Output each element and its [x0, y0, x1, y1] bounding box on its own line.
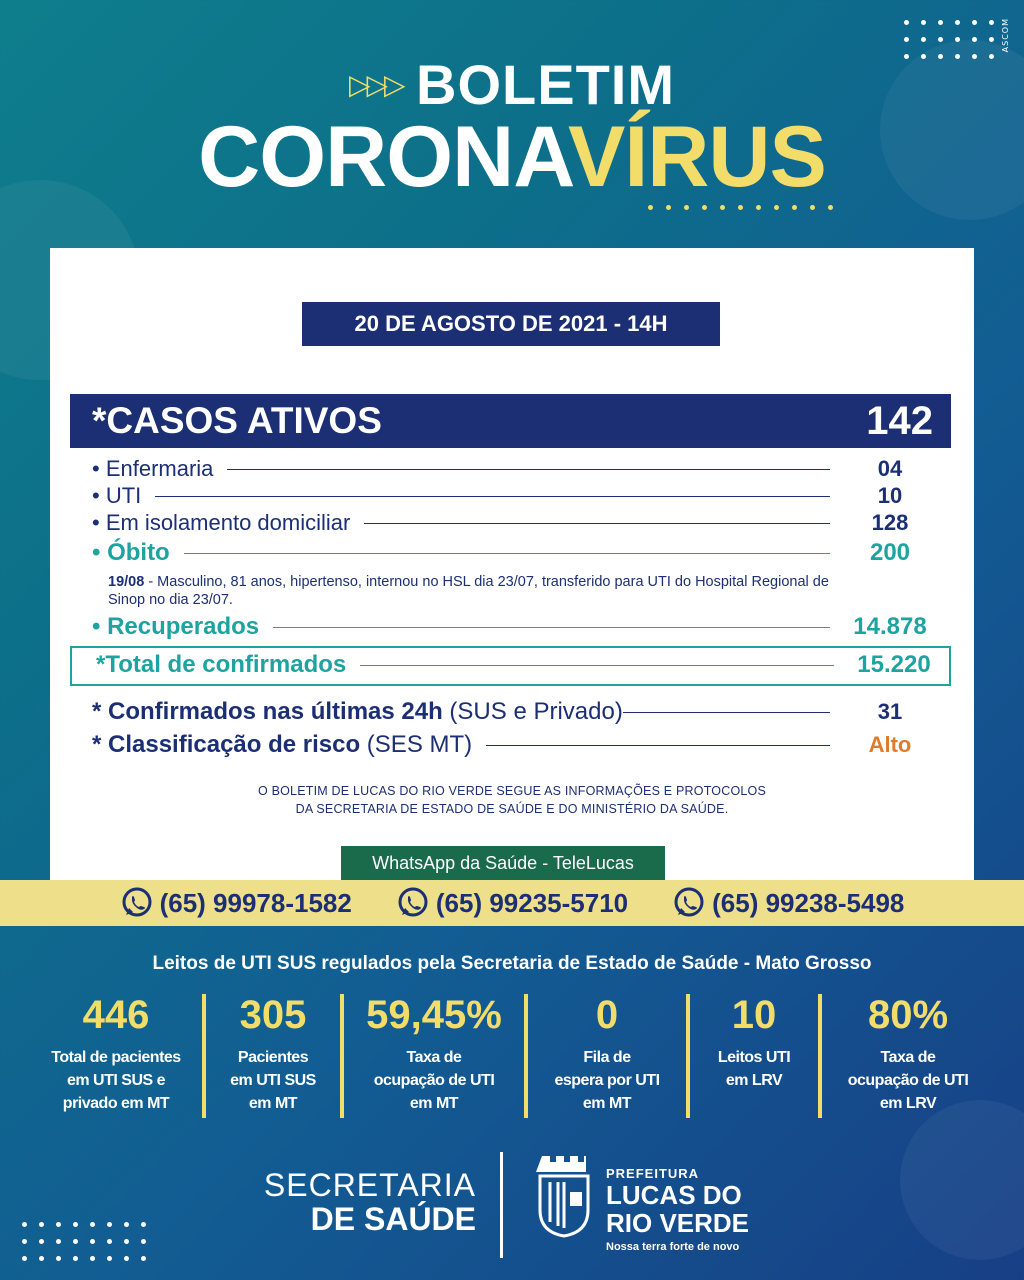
row-label-bold: * Classificação de risco [92, 731, 361, 758]
stat-desc [822, 1046, 994, 1115]
stat-value: 446 [82, 993, 150, 1037]
row-label: • Recuperados [92, 613, 260, 640]
slogan: Nossa terra forte de novo [606, 1241, 740, 1253]
obito-note [108, 573, 868, 609]
phone-2[interactable] [396, 886, 628, 920]
row-label: • Óbito [92, 539, 170, 566]
title-coronavirus [0, 108, 1024, 207]
prefeitura-logo [606, 1166, 749, 1253]
stat-desc-line: Taxa de [406, 1049, 462, 1066]
leader-line [155, 496, 830, 497]
phone-number: (65) 99235-5710 [435, 887, 629, 918]
crest-icon [536, 1152, 592, 1238]
stat-leitos-lrv [690, 990, 818, 1118]
leader-line [364, 523, 830, 524]
footnote-line1: O BOLETIM DE LUCAS DO RIO VERDE SEGUE AS INFORMAÇÕES E PROTOCOLOS [257, 784, 766, 798]
phone-strip [0, 880, 1024, 926]
title-virus: VÍRUS [568, 109, 826, 205]
stat-desc-line: em MT [248, 1095, 298, 1112]
stat-desc [206, 1046, 340, 1115]
obito-note-text: - Masculino, 81 anos, hipertenso, internou no HSL dia 23/07, transferido para UTI do Hospital Regional de Sinop no dia 23/07. [108, 574, 829, 608]
yellow-dots [648, 205, 833, 210]
leader-line [360, 665, 834, 666]
row-value: 14.878 [853, 613, 927, 640]
stat-total-pacientes [30, 990, 202, 1118]
secretaria-line1: SECRETARIA [263, 1167, 476, 1203]
whatsapp-tab: WhatsApp da Saúde - TeleLucas [341, 846, 665, 880]
stat-desc [30, 1046, 202, 1115]
stat-desc-line: em MT [582, 1095, 632, 1112]
leitos-title: Leitos de UTI SUS regulados pela Secretaria de Estado de Saúde - Mato Grosso [152, 953, 872, 974]
footnote-line2: DA SECRETARIA DE ESTADO DE SAÚDE E DO MINISTÉRIO DA SAÚDE. [295, 802, 729, 816]
stat-desc-line: em UTI SUS [230, 1072, 316, 1089]
row-label: *Total de confirmados [96, 651, 347, 678]
arrows-icon: ▷▷▷ [348, 69, 402, 100]
footer-divider [500, 1152, 503, 1258]
stat-desc [690, 1046, 818, 1092]
stat-desc-line: em LRV [879, 1095, 937, 1112]
phone-number: (65) 99978-1582 [159, 887, 352, 918]
ascom-label: ASCOM [1001, 18, 1010, 53]
stat-desc-line: Leitos UTI [717, 1049, 791, 1066]
stat-fila [528, 990, 686, 1118]
stat-desc-line: Pacientes [237, 1049, 309, 1066]
stat-desc-line: espera por UTI [554, 1072, 660, 1089]
leader-line [184, 553, 830, 554]
stat-taxa-lrv [822, 990, 994, 1118]
row-label-bold: * Confirmados nas últimas 24h [92, 698, 443, 725]
stat-value: 10 [731, 993, 777, 1037]
row-risco [92, 731, 936, 759]
secretaria-logo [264, 1168, 476, 1236]
leader-line [623, 712, 830, 713]
phone-1[interactable] [120, 886, 352, 920]
row-label-rest: (SES MT) [360, 731, 473, 758]
active-cases-value: 142 [866, 398, 933, 443]
stat-desc-line: em MT [409, 1095, 459, 1112]
prefeitura-label: PREFEITURA [606, 1166, 700, 1181]
stat-desc-line: Fila de [583, 1049, 631, 1066]
row-value: 31 [877, 699, 903, 724]
risk-value: Alto [868, 732, 912, 757]
whatsapp-icon [672, 886, 706, 920]
phone-3[interactable] [672, 886, 904, 920]
whatsapp-icon [120, 886, 154, 920]
row-value: 04 [877, 456, 903, 481]
row-value: 128 [871, 510, 909, 535]
city-name-line1: LUCAS DO [606, 1180, 742, 1210]
active-cases-label: *CASOS ATIVOS [92, 400, 382, 441]
stat-taxa-mt [344, 990, 524, 1118]
stat-desc [528, 1046, 686, 1115]
stat-desc-line: Total de pacientes [51, 1049, 181, 1066]
row-label [92, 698, 623, 726]
stat-value: 305 [239, 993, 307, 1037]
row-label: • Enfermaria [92, 456, 214, 481]
stat-pacientes-sus [206, 990, 340, 1118]
row-value: 200 [869, 539, 911, 566]
leader-line [273, 627, 830, 628]
active-cases-bar [70, 394, 951, 448]
virus-decoration [900, 1100, 1024, 1260]
stat-desc-line: em UTI SUS e [66, 1072, 166, 1089]
date-banner: 20 DE AGOSTO DE 2021 - 14H [302, 302, 720, 346]
row-total [96, 651, 940, 679]
row-24h [92, 698, 936, 726]
row-label: • Em isolamento domiciliar [92, 510, 351, 535]
row-value: 10 [877, 483, 903, 508]
boletim-text: BOLETIM [416, 53, 676, 116]
stat-desc [344, 1046, 524, 1115]
title-corona: CORONA [198, 109, 568, 205]
row-value: 15.220 [857, 651, 931, 678]
secretaria-line2: DE SAÚDE [310, 1201, 476, 1237]
footnote [160, 782, 864, 818]
stat-desc-line: Taxa de [880, 1049, 936, 1066]
stat-desc-line: ocupação de UTI [373, 1072, 495, 1089]
row-obito [92, 539, 936, 567]
dot-pattern-bottom-left [22, 1222, 146, 1261]
phone-number: (65) 99238-5498 [712, 887, 905, 918]
stat-desc-line: ocupação de UTI [847, 1072, 969, 1089]
row-enfermaria [92, 456, 936, 482]
whatsapp-icon [396, 886, 430, 920]
obito-note-date: 19/08 [108, 574, 145, 590]
stat-value: 0 [595, 993, 619, 1037]
stat-desc-line: privado em MT [62, 1095, 170, 1112]
row-isolamento [92, 510, 936, 536]
stat-value: 59,45% [366, 993, 502, 1037]
row-uti [92, 483, 936, 509]
row-recuperados [92, 613, 936, 641]
leader-line [486, 745, 830, 746]
stat-value: 80% [867, 993, 949, 1037]
leader-line [227, 469, 830, 470]
row-label-rest: (SUS e Privado) [442, 698, 623, 725]
city-name-line2: RIO VERDE [606, 1208, 750, 1238]
stat-desc-line: em LRV [725, 1072, 783, 1089]
row-label [92, 731, 472, 759]
uti-stats [30, 990, 998, 1118]
row-label: • UTI [92, 483, 142, 508]
